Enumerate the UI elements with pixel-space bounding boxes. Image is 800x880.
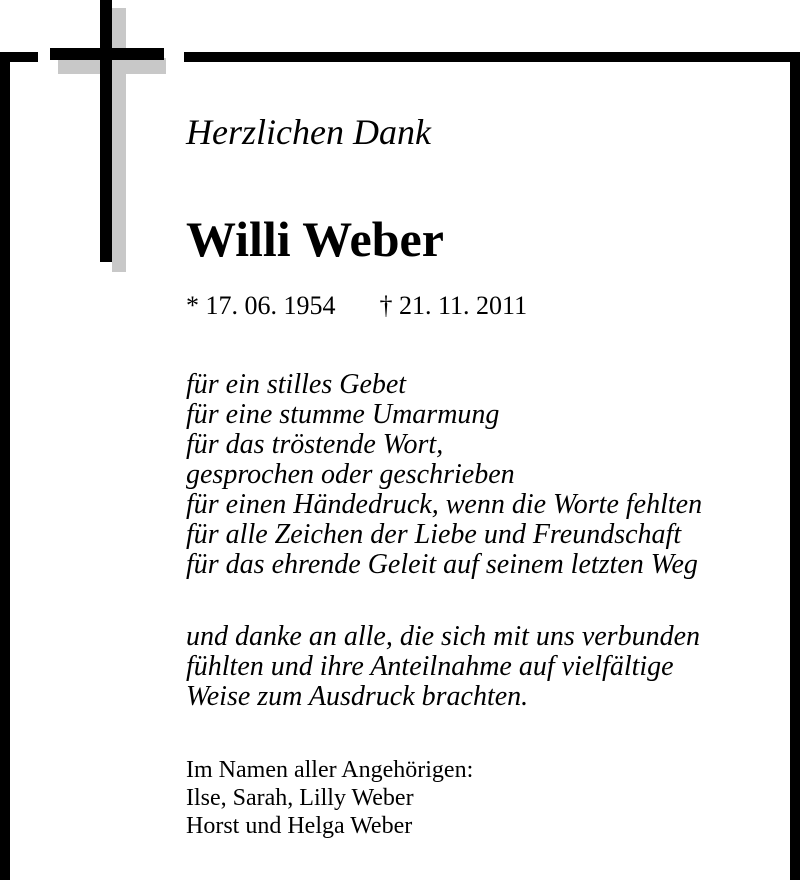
thanks-line: Weise zum Ausdruck brachten. (186, 681, 529, 712)
verse-line: für einen Händedruck, wenn die Worte fehlten (186, 489, 703, 520)
verse-line: für eine stumme Umarmung (186, 399, 500, 430)
death-date: † 21. 11. 2011 (379, 291, 528, 320)
deceased-name: Willi Weber (186, 211, 444, 267)
verse-block (186, 370, 702, 580)
signature-line: Im Namen aller Angehörigen: (186, 757, 474, 783)
frame-left (0, 52, 10, 880)
verse-line: für alle Zeichen der Liebe und Freundschaft (186, 519, 682, 550)
signature-block (186, 756, 473, 840)
verse-line: gesprochen oder geschrieben (186, 459, 515, 490)
cross-vertical-bar (100, 0, 112, 262)
frame-top-right (184, 52, 800, 62)
thanks-block (186, 622, 700, 712)
signature-line: Ilse, Sarah, Lilly Weber (186, 785, 414, 811)
frame-right (790, 52, 800, 880)
verse-line: für das ehrende Geleit auf seinem letzten Weg (186, 549, 698, 580)
cross-horizontal-bar (50, 48, 164, 60)
heading: Herzlichen Dank (186, 112, 431, 152)
thanks-line: und danke an alle, die sich mit uns verbunden (186, 621, 701, 652)
verse-line: für das tröstende Wort, (186, 429, 444, 460)
verse-line: für ein stilles Gebet (186, 369, 407, 400)
signature-line: Horst und Helga Weber (186, 813, 413, 839)
cross-shadow-horizontal (58, 58, 166, 74)
thanks-line: fühlten und ihre Anteilnahme auf vielfältige (186, 651, 674, 682)
life-dates (186, 290, 527, 322)
birth-date: * 17. 06. 1954 (186, 291, 336, 320)
